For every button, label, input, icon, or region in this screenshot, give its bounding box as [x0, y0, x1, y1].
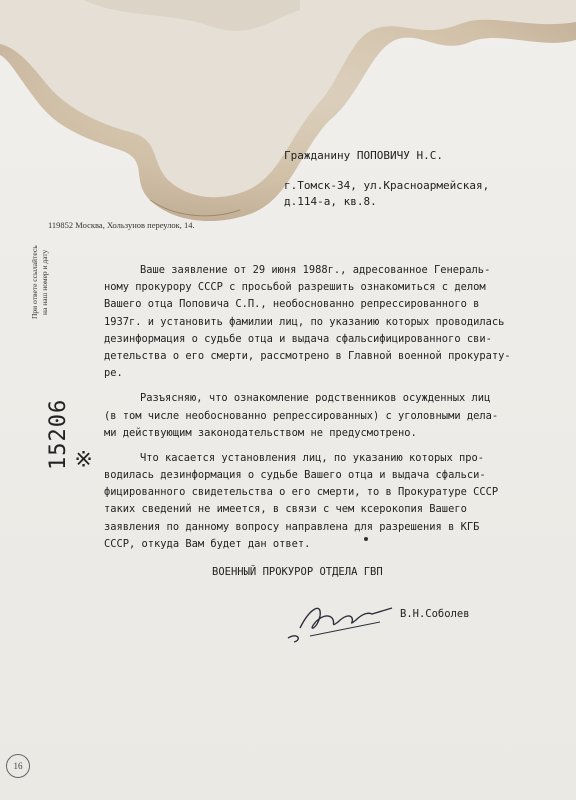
body-line: (в том числе необоснованно репрессированных) с уголовными дела-: [104, 409, 499, 422]
sender-address: 119852 Москва, Хользунов переулок, 14.: [48, 220, 195, 230]
page-number: 16: [6, 754, 30, 778]
body-line: таких сведений не имеется, в связи с чем ксерокопия Вашего: [104, 503, 467, 516]
letter-body: [104, 262, 574, 552]
body-line: ми действующим законодательством не предусмотрено.: [104, 426, 417, 439]
body-line: Ваше заявление от 29 июня 1988г., адресованное Генераль-: [140, 264, 491, 276]
body-line: дезинформация о судьбе отца и выдача сфальсифицированного сви-: [104, 332, 492, 345]
body-line: 1937г. и установить фамилии лиц, по указанию которых проводилась: [104, 315, 505, 328]
ink-dot: [364, 537, 368, 541]
paragraph-3: [104, 450, 574, 553]
body-line: детельства о его смерти, рассмотрено в Главной военной прокурату-: [104, 349, 511, 362]
paragraph-2: [104, 390, 574, 442]
body-line: заявления по данному вопросу направлена для разрешения в КГБ: [104, 520, 480, 533]
body-line: ре.: [104, 367, 123, 380]
signer-name: В.Н.Соболев: [400, 608, 470, 620]
body-line: ному прокурору СССР с просьбой разрешить ознакомиться с делом: [104, 281, 486, 294]
addressee-block: [284, 148, 564, 228]
body-line: Что касается установления лиц, по указанию которых про-: [140, 451, 485, 464]
body-line: Вашего отца Поповича С.П., необоснованно репрессированного в: [104, 298, 480, 311]
addressee-name: Гражданину ПОПОВИЧУ Н.С.: [284, 149, 443, 162]
body-line: СССР, откуда Вам будет дан ответ.: [104, 537, 311, 550]
body-line: фицированного свидетельства о его смерти, то в Прокуратуре СССР: [104, 486, 499, 499]
reply-reference-note: При ответе ссылайтесь на наш номер и дату: [30, 245, 49, 319]
handwritten-signature: [280, 588, 400, 648]
body-line: Разъясняю, что ознакомление родственников осужденных лиц: [140, 392, 491, 405]
addressee-address-line-1: г.Томск-34, ул.Красноармейская,: [284, 179, 490, 192]
addressee-address-line-2: д.114-а, кв.8.: [284, 195, 377, 208]
registration-number: 15206 ※: [46, 398, 96, 470]
prosecutor-title: ВОЕННЫЙ ПРОКУРОР ОТДЕЛА ГВП: [212, 566, 383, 578]
paragraph-1: [104, 262, 574, 382]
body-line: водилась дезинформация о судьбе Вашего отца и выдача сфальси-: [104, 469, 486, 482]
